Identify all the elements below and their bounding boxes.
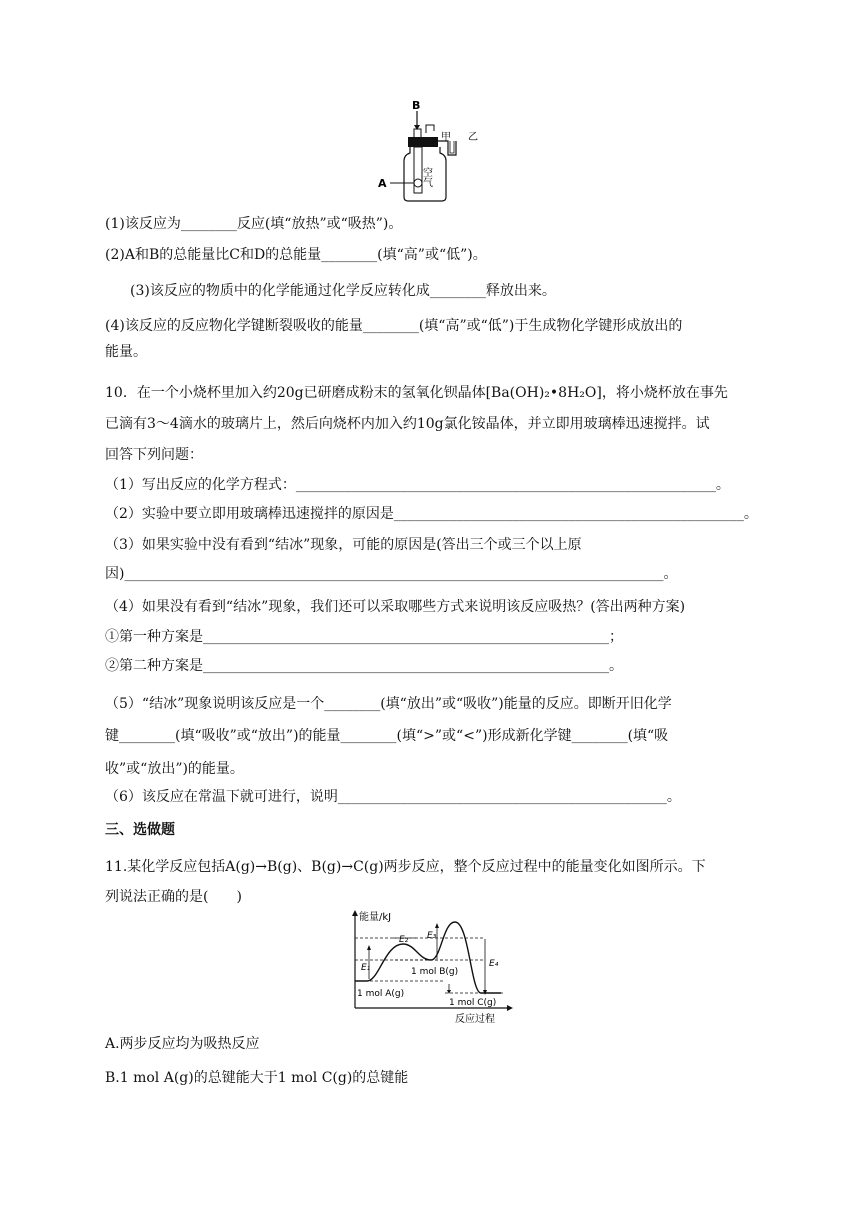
apparatus-label-a: A xyxy=(378,177,387,190)
apparatus-label-yi: 乙 xyxy=(468,132,478,143)
energy-axis-label: 能量/kJ xyxy=(359,912,392,923)
apparatus-figure xyxy=(370,95,490,205)
q10-sub-3-line-1: （3）如果实验中没有看到“结冰”现象，可能的原因是(答出三个或三个以上原 xyxy=(105,537,582,553)
state-b-label: 1 mol B(g) xyxy=(411,967,459,977)
q10-sub-2: （2）实验中要立即用玻璃棒迅速搅拌的原因是__________________________________________________。 xyxy=(105,506,758,522)
apparatus-label-air: 空气 xyxy=(420,167,432,187)
q10-sub-5-line-2: 键________(填“吸收”或“放出”)的能量________(填“>”或“<”)形成新化学键________(填“吸 xyxy=(105,728,669,744)
section-heading-optional: 三、选做题 xyxy=(105,822,175,838)
state-c-label: 1 mol C(g) xyxy=(449,998,497,1008)
q9-part-1: (1)该反应为________反应(填“放热”或“吸热”)。 xyxy=(105,216,403,232)
q10-sub-4: （4）如果没有看到“结冰”现象，我们还可以采取哪些方式来说明该反应吸热？(答出两种方案) xyxy=(105,599,686,615)
q9-part-4-line-1: (4)该反应的反应物化学键断裂吸收的能量________(填“高”或“低”)于生成物化学键形成放出的 xyxy=(105,318,683,334)
apparatus-label-b: B xyxy=(412,99,421,112)
q11-option-b: B.1 mol A(g)的总键能大于1 mol C(g)的总键能 xyxy=(105,1070,409,1086)
q10-stem-line-3: 回答下列问题： xyxy=(105,447,203,463)
q11-stem-line-1: 11.某化学反应包括A(g)→B(g)、B(g)→C(g)两步反应，整个反应过程中的能量变化如图所示。下 xyxy=(105,859,706,875)
label-e1: E₁ xyxy=(361,963,371,973)
state-a-label: 1 mol A(g) xyxy=(357,989,405,999)
label-e2: E₂ xyxy=(399,935,409,945)
q9-part-2: (2)A和B的总能量比C和D的总能量________(填“高”或“低”)。 xyxy=(105,247,487,263)
q10-sub-6: （6）该反应在常温下就可进行，说明_______________________________________________。 xyxy=(105,789,681,805)
q10-sub-4-plan-2: ②第二种方案是__________________________________________________________。 xyxy=(105,658,623,674)
q10-sub-5-line-3: 收”或“放出”)的能量。 xyxy=(105,761,244,777)
q9-part-4-line-2: 能量。 xyxy=(105,344,147,360)
label-e3: E₃ xyxy=(427,931,437,941)
apparatus-label-jia: 甲 xyxy=(441,132,451,143)
q10-sub-4-plan-1: ①第一种方案是__________________________________________________________； xyxy=(105,629,623,645)
q10-stem-line-1: 10．在一个小烧杯里加入约20g已研磨成粉末的氢氧化钡晶体[Ba(OH)₂•8H₂O]，将小烧杯放在事先 xyxy=(105,385,728,401)
q10-sub-1: （1）写出反应的化学方程式：____________________________________________________________。 xyxy=(105,477,730,493)
q10-stem-line-2: 已滴有3～4滴水的玻璃片上，然后向烧杯内加入约10g氯化铵晶体，并立即用玻璃棒迅速搅拌。试 xyxy=(105,416,710,432)
label-e4: E₄ xyxy=(489,959,499,969)
apparatus-diagram xyxy=(370,95,490,205)
q10-sub-5-line-1: （5）“结冰”现象说明该反应是一个________(填“放出”或“吸收”)能量的反应。即断开旧化学 xyxy=(105,696,672,712)
q10-sub-3-line-2: 因)_____________________________________________________________________________。 xyxy=(105,566,678,582)
energy-diagram-figure xyxy=(345,908,515,1026)
q11-stem-line-2: 列说法正确的是( ) xyxy=(105,889,242,905)
q9-part-3: (3)该反应的物质中的化学能通过化学反应转化成________释放出来。 xyxy=(130,283,556,299)
q11-option-a: A.两步反应均为吸热反应 xyxy=(105,1036,260,1052)
energy-diagram xyxy=(345,908,515,1026)
reaction-axis-label: 反应过程 xyxy=(455,1014,495,1025)
